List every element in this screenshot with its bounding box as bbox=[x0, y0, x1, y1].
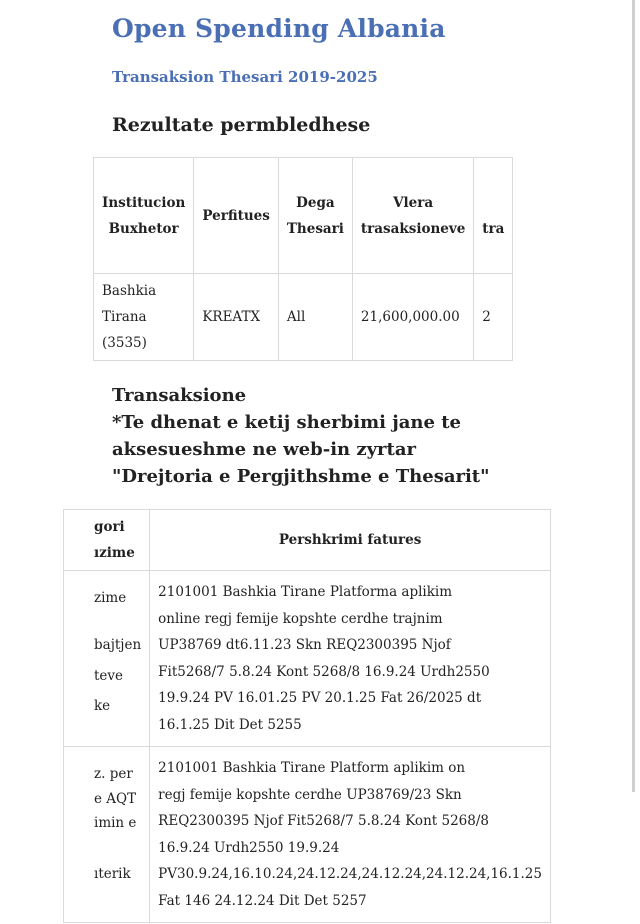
heading-line: *Te dhenat e ketij sherbimi jane te bbox=[112, 412, 461, 433]
header-line: Dega bbox=[296, 194, 335, 211]
cell-line: bajtjen bbox=[94, 637, 142, 653]
cell-line: regj femije kopshte cerdhe UP38769/23 Skn bbox=[158, 786, 462, 803]
column-header-institution bbox=[94, 158, 194, 274]
cell-line: 2101001 Bashkia Tirane Platform aplikim on bbox=[158, 760, 466, 776]
cell-line: PV30.9.24,16.10.24,24.12.24,24.12.24,24.12.24,16.1.25 bbox=[158, 866, 542, 882]
header-line: trasaksioneve bbox=[360, 220, 466, 237]
summary-heading: Rezultate permbledhese bbox=[112, 114, 371, 136]
cell-line: 16.9.24 Urdh2550 19.9.24 bbox=[158, 839, 340, 856]
cell-line: Tirana bbox=[102, 309, 147, 325]
cell-line: 2101001 Bashkia Tirane Platforma aplikim bbox=[158, 584, 453, 600]
cell-line: (3535) bbox=[102, 335, 147, 351]
beneficiary-cell: KREATX bbox=[194, 274, 279, 361]
count-cell: 2 bbox=[474, 274, 513, 361]
cell-line: UP38769 dt6.11.23 Skn REQ2300395 Njof bbox=[158, 637, 451, 653]
header-line: Perfitues bbox=[202, 207, 270, 224]
header-line: tra bbox=[482, 220, 505, 237]
header-line: gori bbox=[94, 519, 125, 535]
transactions-heading bbox=[112, 382, 490, 490]
cell-line: ıterik bbox=[94, 866, 131, 882]
site-title[interactable]: Open Spending Albania bbox=[112, 14, 446, 43]
column-header-description: Pershkrimi fatures bbox=[150, 510, 551, 571]
table-row bbox=[64, 747, 551, 923]
cell-line: imin e bbox=[94, 815, 137, 831]
cell-line: Bashkia bbox=[102, 283, 157, 299]
heading-line: "Drejtoria e Pergjithshme e Thesarit" bbox=[112, 466, 490, 487]
transactions-table bbox=[63, 509, 551, 923]
category-cell bbox=[64, 571, 150, 747]
value-cell: 21,600,000.00 bbox=[352, 274, 473, 361]
branch-cell: All bbox=[278, 274, 352, 361]
cell-line bbox=[94, 835, 141, 862]
cell-line: ke bbox=[94, 698, 111, 714]
header-line: Institucion bbox=[102, 194, 186, 211]
cell-line: Fat 146 24.12.24 Dit Det 5257 bbox=[158, 892, 367, 909]
summary-header-row bbox=[94, 158, 513, 274]
column-header-count bbox=[474, 158, 513, 274]
summary-table bbox=[93, 157, 513, 361]
column-header-beneficiary bbox=[194, 158, 279, 274]
transactions-header-row bbox=[64, 510, 551, 571]
category-cell bbox=[64, 747, 150, 923]
table-row bbox=[94, 274, 513, 361]
heading-line: aksesueshme ne web-in zyrtar bbox=[112, 439, 417, 460]
cell-line: online regj femije kopshte cerdhe trajnim bbox=[158, 610, 443, 627]
institution-cell bbox=[94, 274, 194, 361]
cell-line: zime bbox=[94, 590, 127, 606]
header-line: ızime bbox=[94, 545, 135, 561]
heading-line: Transaksione bbox=[112, 385, 247, 406]
cell-line bbox=[94, 606, 141, 633]
cell-line: REQ2300395 Njof Fit5268/7 5.8.24 Kont 5268/8 bbox=[158, 813, 489, 829]
cell-line: z. per bbox=[94, 766, 133, 782]
page-scrollbar[interactable] bbox=[632, 0, 635, 792]
header-line: Buxhetor bbox=[108, 220, 179, 237]
column-header-category bbox=[64, 510, 150, 571]
cell-line: teve bbox=[94, 667, 124, 684]
summary-table-scroll[interactable] bbox=[93, 157, 505, 351]
header-line: Thesari bbox=[286, 220, 344, 237]
page-subtitle[interactable]: Transaksion Thesari 2019-2025 bbox=[112, 68, 378, 86]
description-cell bbox=[150, 571, 551, 747]
cell-line: Fit5268/7 5.8.24 Kont 5268/8 16.9.24 Urdh2550 bbox=[158, 663, 490, 680]
cell-line: 16.1.25 Dit Det 5255 bbox=[158, 716, 302, 733]
cell-line: e AQT bbox=[94, 790, 137, 807]
cell-line: 19.9.24 PV 16.01.25 PV 20.1.25 Fat 26/2025 dt bbox=[158, 690, 482, 706]
transactions-table-scroll[interactable] bbox=[93, 509, 542, 924]
column-header-branch bbox=[278, 158, 352, 274]
description-cell bbox=[150, 747, 551, 923]
table-row bbox=[64, 571, 551, 747]
header-line: Vlera bbox=[393, 194, 434, 211]
column-header-value bbox=[352, 158, 473, 274]
